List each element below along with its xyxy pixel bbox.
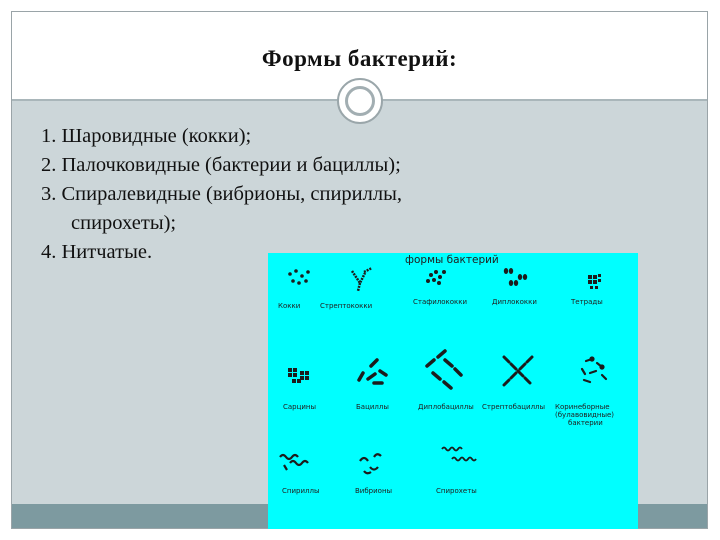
label-korinebakterii-2: (булавовидные) bbox=[555, 411, 615, 419]
image-title: формы бактерий bbox=[405, 254, 499, 266]
list-item: 2. Палочковидные (бактерии и бациллы); bbox=[41, 154, 401, 176]
staphylococci-icon bbox=[426, 270, 446, 285]
label-tetrady: Тетрады bbox=[571, 298, 603, 306]
bacteria-forms-list bbox=[41, 122, 402, 267]
diplococci-icon bbox=[504, 268, 527, 286]
corynebacteria-icon bbox=[582, 358, 606, 383]
sarcina-icon bbox=[288, 368, 309, 383]
label-vibriony: Вибрионы bbox=[355, 487, 393, 495]
list-item-continuation: спирохеты); bbox=[71, 212, 177, 234]
list-item: 4. Нитчатые. bbox=[41, 241, 153, 263]
slide-title: Формы бактерий: bbox=[261, 46, 458, 71]
tetrads-icon bbox=[588, 274, 601, 289]
label-diplokokki: Диплококки bbox=[492, 298, 537, 306]
list-item: 3. Спиралевидные (вибрионы, спириллы, bbox=[41, 183, 403, 205]
spirilla-icon bbox=[280, 455, 308, 470]
bacteria-shapes-image bbox=[268, 253, 638, 529]
streptobacilli-icon bbox=[504, 357, 532, 385]
decorative-ring-inner bbox=[345, 86, 375, 116]
label-spirokhety: Спирохеты bbox=[436, 487, 477, 495]
diplobacilli-icon bbox=[427, 351, 461, 388]
vibrio-icon bbox=[360, 454, 381, 473]
label-batsilly: Бациллы bbox=[356, 403, 389, 411]
label-streptokokki: Стрептококки bbox=[320, 302, 373, 310]
label-spirilly: Спириллы bbox=[282, 487, 320, 495]
bacteria-shapes-svg bbox=[268, 253, 638, 529]
cocci-icon bbox=[288, 269, 310, 285]
label-streptobatsilly: Стрептобациллы bbox=[482, 403, 546, 411]
bacilli-icon bbox=[359, 360, 386, 383]
label-sarciny: Сарцины bbox=[283, 403, 317, 411]
list-item: 1. Шаровидные (кокки); bbox=[41, 125, 252, 147]
label-stafilokokki: Стафилококки bbox=[413, 298, 468, 306]
spirochete-icon bbox=[442, 448, 476, 461]
label-diplobatsilly: Диплобациллы bbox=[418, 403, 474, 411]
streptococci-icon bbox=[352, 268, 372, 291]
label-korinebakterii-3: бактерии bbox=[568, 419, 603, 427]
label-korinebakterii-1: Коринеборные bbox=[555, 403, 610, 411]
decorative-ring-icon bbox=[337, 78, 383, 124]
label-kokki: Кокки bbox=[278, 302, 301, 310]
